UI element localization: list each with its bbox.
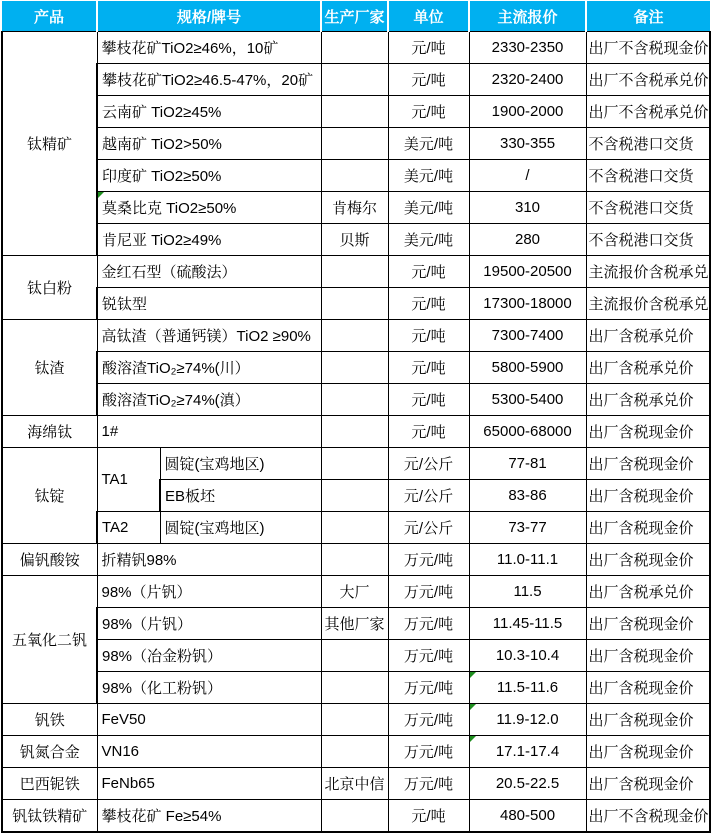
note-cell: 出厂不含税承兑价 xyxy=(586,64,710,96)
note-cell: 出厂不含税现金价 xyxy=(586,800,710,833)
note-cell: 出厂含税承兑价 xyxy=(586,576,710,608)
spec-cell: 攀枝花矿 Fe≥54% xyxy=(97,800,321,833)
price-text: 11.9-12.0 xyxy=(496,711,559,728)
unit-cell: 元/公斤 xyxy=(388,448,469,480)
price-cell: 73-77 xyxy=(469,512,586,544)
header-spec: 规格/牌号 xyxy=(97,1,321,32)
manufacturer-cell xyxy=(321,288,388,320)
note-cell: 不含税港口交货 xyxy=(586,160,710,192)
unit-cell: 万元/吨 xyxy=(388,608,469,640)
note-cell: 出厂含税现金价 xyxy=(586,640,710,672)
manufacturer-cell xyxy=(321,128,388,160)
header-manufacturer: 生产厂家 xyxy=(321,1,388,32)
manufacturer-cell: 大厂 xyxy=(321,576,388,608)
note-cell: 出厂含税现金价 xyxy=(586,672,710,704)
table-row xyxy=(2,288,710,320)
note-cell: 主流报价含税承兑 xyxy=(586,256,710,288)
note-cell: 出厂含税现金价 xyxy=(586,448,710,480)
table-row xyxy=(2,768,710,800)
manufacturer-cell xyxy=(321,800,388,833)
spec-cell: 98%（冶金粉钒） xyxy=(97,640,321,672)
price-cell: 65000-68000 xyxy=(469,416,586,448)
note-cell: 出厂含税承兑价 xyxy=(586,352,710,384)
price-cell: 19500-20500 xyxy=(469,256,586,288)
table-row xyxy=(2,320,710,352)
unit-cell: 元/吨 xyxy=(388,96,469,128)
table-row xyxy=(2,800,710,833)
unit-cell: 元/吨 xyxy=(388,288,469,320)
unit-cell: 元/吨 xyxy=(388,32,469,64)
product-cell: 钒钛铁精矿 xyxy=(2,800,97,833)
spec-cell: 98%（片钒） xyxy=(97,608,321,640)
spec-cell: 肯尼亚 TiO2≥49% xyxy=(97,224,321,256)
spec-cell: 金红石型（硫酸法） xyxy=(97,256,321,288)
spec-cell: 印度矿 TiO2≥50% xyxy=(97,160,321,192)
unit-cell: 万元/吨 xyxy=(388,672,469,704)
price-cell: 10.3-10.4 xyxy=(469,640,586,672)
grade-cell: TA1 xyxy=(97,448,160,512)
spec-cell: 圆锭(宝鸡地区) xyxy=(160,512,321,544)
manufacturer-cell: 贝斯 xyxy=(321,224,388,256)
manufacturer-cell: 北京中信 xyxy=(321,768,388,800)
manufacturer-cell xyxy=(321,160,388,192)
note-cell: 出厂含税现金价 xyxy=(586,512,710,544)
price-table-page xyxy=(0,1,709,825)
header-price: 主流报价 xyxy=(469,1,586,32)
note-cell: 出厂含税现金价 xyxy=(586,704,710,736)
table-row xyxy=(2,416,710,448)
note-cell: 出厂含税现金价 xyxy=(586,736,710,768)
price-cell: 83-86 xyxy=(469,480,586,512)
manufacturer-cell xyxy=(321,256,388,288)
note-cell: 出厂含税承兑价 xyxy=(586,320,710,352)
header-unit: 单位 xyxy=(388,1,469,32)
price-cell xyxy=(469,704,586,736)
spec-cell: 1# xyxy=(97,416,321,448)
product-cell: 钛白粉 xyxy=(2,256,97,320)
unit-cell: 元/吨 xyxy=(388,416,469,448)
unit-cell: 美元/吨 xyxy=(388,224,469,256)
price-text: 17.1-17.4 xyxy=(495,743,560,760)
spec-cell: 锐钛型 xyxy=(97,288,321,320)
unit-cell: 万元/吨 xyxy=(388,640,469,672)
unit-cell: 元/吨 xyxy=(388,320,469,352)
header-row xyxy=(2,1,710,32)
price-text: 11.5-11.6 xyxy=(496,679,559,696)
header-note: 备注 xyxy=(586,1,710,32)
table-row xyxy=(2,128,710,160)
manufacturer-cell xyxy=(321,384,388,416)
price-cell: 20.5-22.5 xyxy=(469,768,586,800)
unit-cell: 元/吨 xyxy=(388,800,469,833)
price-cell: 11.45-11.5 xyxy=(469,608,586,640)
manufacturer-cell xyxy=(321,704,388,736)
table-row xyxy=(2,96,710,128)
price-cell: 1900-2000 xyxy=(469,96,586,128)
unit-cell: 万元/吨 xyxy=(388,704,469,736)
manufacturer-cell xyxy=(321,544,388,576)
price-cell: 2330-2350 xyxy=(469,32,586,64)
table-row xyxy=(2,384,710,416)
unit-cell: 元/吨 xyxy=(388,256,469,288)
spec-cell: 98%（化工粉钒） xyxy=(97,672,321,704)
table-row xyxy=(2,672,710,704)
spec-cell: 云南矿 TiO2≥45% xyxy=(97,96,321,128)
table-row xyxy=(2,224,710,256)
spec-cell: 折精钒98% xyxy=(97,544,321,576)
spec-cell: 攀枝花矿TiO2≥46%，10矿 xyxy=(97,32,321,64)
titanium-vanadium-price-table xyxy=(1,1,711,833)
manufacturer-cell xyxy=(321,416,388,448)
manufacturer-cell: 肯梅尔 xyxy=(321,192,388,224)
note-cell: 出厂含税承兑价 xyxy=(586,384,710,416)
manufacturer-cell xyxy=(321,320,388,352)
product-cell: 钛渣 xyxy=(2,320,97,416)
manufacturer-cell: 其他厂家 xyxy=(321,608,388,640)
product-cell: 海绵钛 xyxy=(2,416,97,448)
unit-cell: 万元/吨 xyxy=(388,576,469,608)
price-cell: 17300-18000 xyxy=(469,288,586,320)
table-row xyxy=(2,640,710,672)
note-cell: 出厂含税现金价 xyxy=(586,768,710,800)
spec-cell: FeNb65 xyxy=(97,768,321,800)
spec-cell: VN16 xyxy=(97,736,321,768)
grade-cell: TA2 xyxy=(97,512,160,544)
note-cell: 出厂含税现金价 xyxy=(586,544,710,576)
manufacturer-cell xyxy=(321,32,388,64)
note-cell: 出厂含税现金价 xyxy=(586,416,710,448)
spec-cell: 攀枝花矿TiO2≥46.5-47%，20矿 xyxy=(97,64,321,96)
table-row xyxy=(2,448,710,480)
table-row xyxy=(2,192,710,224)
price-cell: 5300-5400 xyxy=(469,384,586,416)
unit-cell: 美元/吨 xyxy=(388,160,469,192)
manufacturer-cell xyxy=(321,672,388,704)
price-cell: / xyxy=(469,160,586,192)
price-cell: 77-81 xyxy=(469,448,586,480)
spec-cell: EB板坯 xyxy=(160,480,321,512)
spec-cell: 98%（片钒） xyxy=(97,576,321,608)
spec-cell: 酸溶渣TiO₂≥74%(滇） xyxy=(97,384,321,416)
unit-cell: 美元/吨 xyxy=(388,192,469,224)
unit-cell: 元/吨 xyxy=(388,384,469,416)
manufacturer-cell xyxy=(321,480,388,512)
manufacturer-cell xyxy=(321,448,388,480)
spec-cell: 高钛渣（普通钙镁）TiO2 ≥90% xyxy=(97,320,321,352)
comment-marker-icon xyxy=(470,672,476,678)
unit-cell: 美元/吨 xyxy=(388,128,469,160)
price-cell: 480-500 xyxy=(469,800,586,833)
spec-cell: 越南矿 TiO2>50% xyxy=(97,128,321,160)
comment-marker-icon xyxy=(470,736,476,742)
product-cell: 钒铁 xyxy=(2,704,97,736)
manufacturer-cell xyxy=(321,352,388,384)
price-cell: 11.5 xyxy=(469,576,586,608)
table-row xyxy=(2,32,710,64)
manufacturer-cell xyxy=(321,96,388,128)
unit-cell: 万元/吨 xyxy=(388,544,469,576)
price-cell: 330-355 xyxy=(469,128,586,160)
manufacturer-cell xyxy=(321,512,388,544)
product-cell: 钒氮合金 xyxy=(2,736,97,768)
unit-cell: 元/公斤 xyxy=(388,512,469,544)
comment-marker-icon xyxy=(98,192,104,198)
product-cell: 钛精矿 xyxy=(2,32,97,256)
product-cell: 巴西铌铁 xyxy=(2,768,97,800)
note-cell: 不含税港口交货 xyxy=(586,224,710,256)
table-row xyxy=(2,352,710,384)
note-cell: 不含税港口交货 xyxy=(586,128,710,160)
spec-cell xyxy=(97,192,321,224)
product-cell: 偏钒酸铵 xyxy=(2,544,97,576)
price-cell: 11.0-11.1 xyxy=(469,544,586,576)
note-cell: 出厂含税现金价 xyxy=(586,480,710,512)
header-product: 产品 xyxy=(2,1,97,32)
note-cell: 出厂不含税现金价 xyxy=(586,32,710,64)
manufacturer-cell xyxy=(321,736,388,768)
spec-cell: 酸溶渣TiO₂≥74%(川） xyxy=(97,352,321,384)
price-cell: 280 xyxy=(469,224,586,256)
note-cell: 出厂不含税承兑价 xyxy=(586,96,710,128)
note-cell: 出厂含税现金价 xyxy=(586,608,710,640)
product-cell: 五氧化二钒 xyxy=(2,576,97,704)
table-row xyxy=(2,544,710,576)
table-row xyxy=(2,576,710,608)
price-cell: 7300-7400 xyxy=(469,320,586,352)
table-row xyxy=(2,704,710,736)
table-row xyxy=(2,256,710,288)
price-cell: 5800-5900 xyxy=(469,352,586,384)
manufacturer-cell xyxy=(321,64,388,96)
spec-cell: 圆锭(宝鸡地区) xyxy=(160,448,321,480)
comment-marker-icon xyxy=(470,704,476,710)
price-cell xyxy=(469,736,586,768)
unit-cell: 万元/吨 xyxy=(388,768,469,800)
product-cell: 钛锭 xyxy=(2,448,97,544)
note-cell: 不含税港口交货 xyxy=(586,192,710,224)
unit-cell: 元/吨 xyxy=(388,352,469,384)
table-row xyxy=(2,608,710,640)
unit-cell: 元/公斤 xyxy=(388,480,469,512)
price-cell xyxy=(469,672,586,704)
price-cell: 310 xyxy=(469,192,586,224)
spec-text: 莫桑比克 TiO2≥50% xyxy=(102,200,237,217)
note-cell: 主流报价含税承兑 xyxy=(586,288,710,320)
price-cell: 2320-2400 xyxy=(469,64,586,96)
spec-cell: FeV50 xyxy=(97,704,321,736)
table-row xyxy=(2,160,710,192)
unit-cell: 万元/吨 xyxy=(388,736,469,768)
table-row xyxy=(2,736,710,768)
table-row xyxy=(2,512,710,544)
manufacturer-cell xyxy=(321,640,388,672)
unit-cell: 元/吨 xyxy=(388,64,469,96)
table-row xyxy=(2,64,710,96)
